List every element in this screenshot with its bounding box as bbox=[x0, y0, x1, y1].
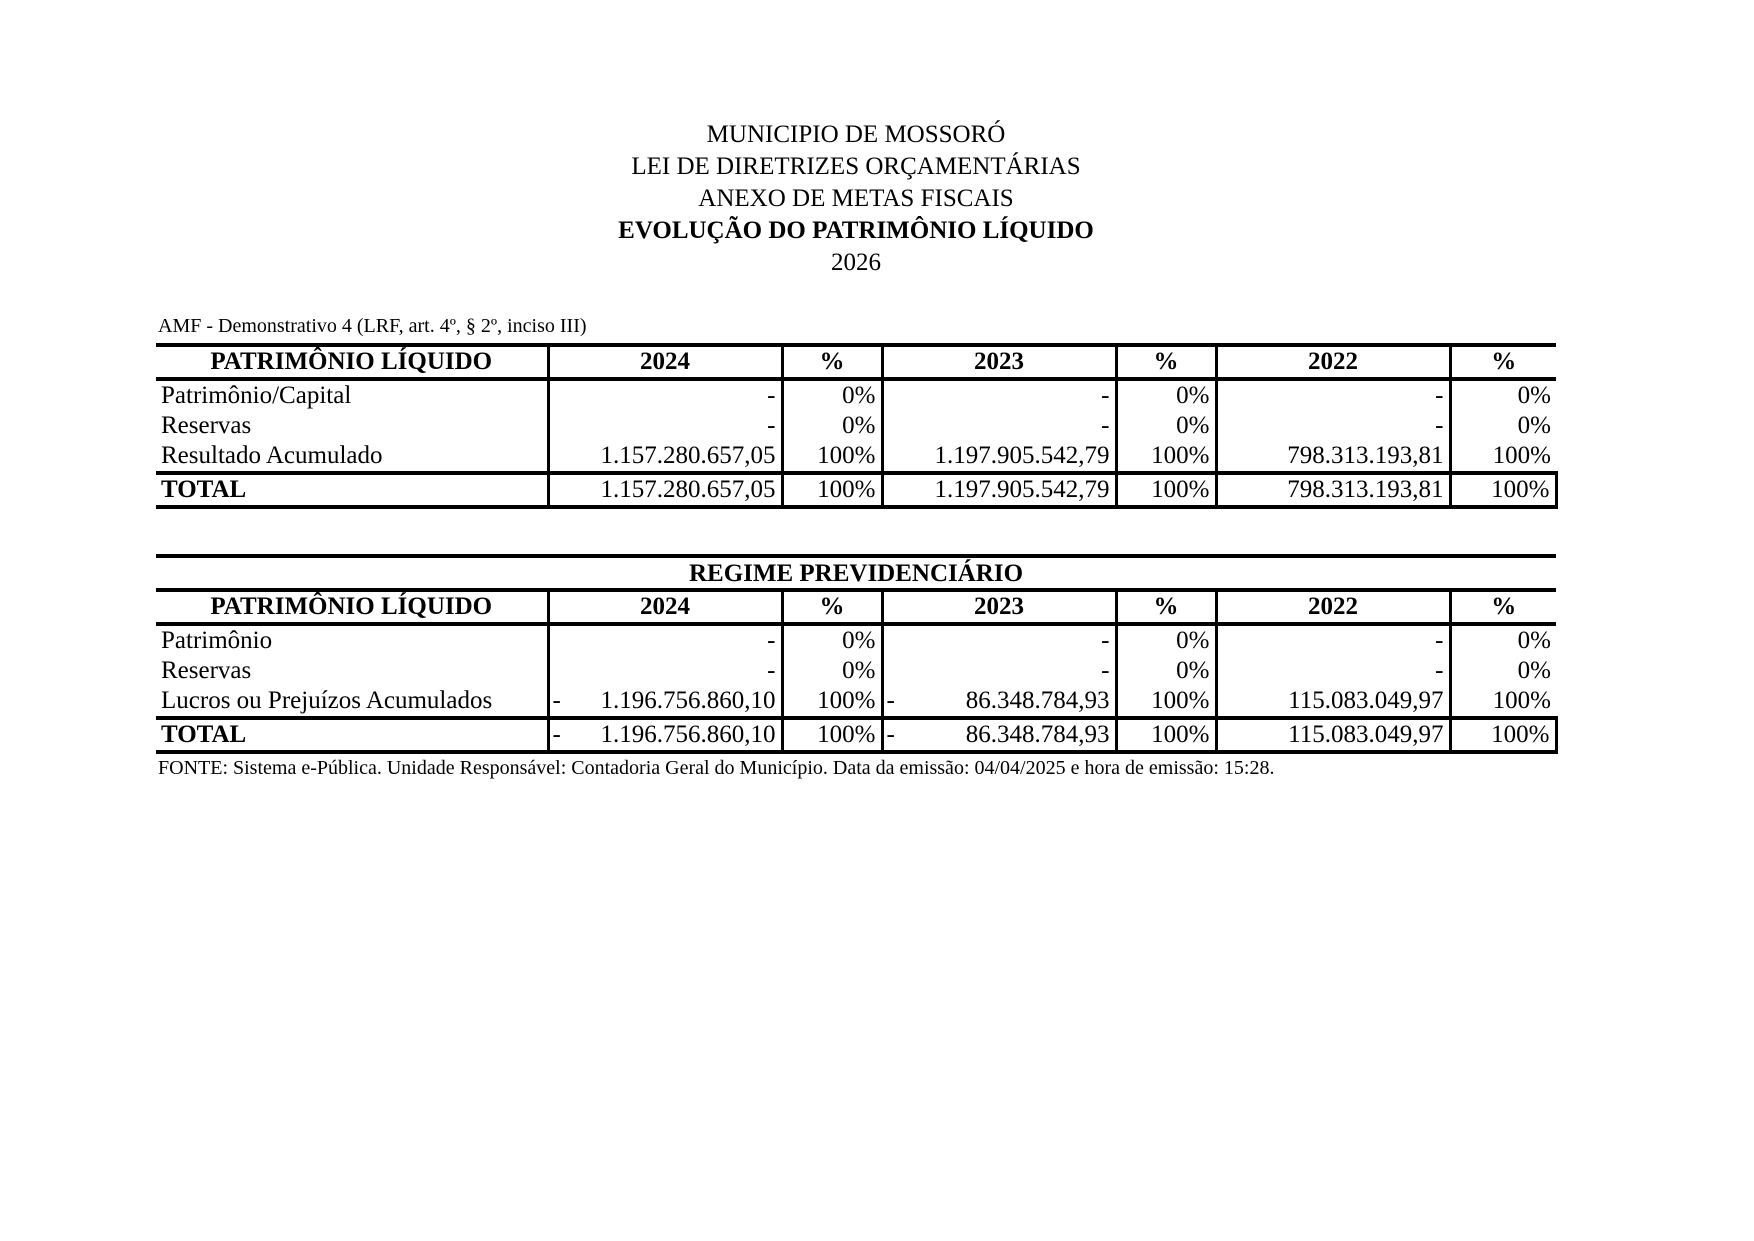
table-row bbox=[156, 656, 1556, 686]
percent-2023: 0% bbox=[1116, 656, 1216, 686]
document-title: EVOLUÇÃO DO PATRIMÔNIO LÍQUIDO bbox=[618, 217, 1094, 244]
value-2022: - bbox=[1216, 411, 1450, 441]
percent-2023: 0% bbox=[1116, 379, 1216, 411]
percent-2024: 0% bbox=[782, 656, 882, 686]
percent-2024: 0% bbox=[782, 411, 882, 441]
total-value-2024: 1.196.756.860,10 bbox=[600, 721, 776, 748]
table-row bbox=[156, 624, 1556, 656]
value-2023: - bbox=[882, 379, 1116, 411]
percent-2022: 100% bbox=[1450, 441, 1556, 473]
value-2023: - bbox=[882, 411, 1116, 441]
value-2023-cell bbox=[882, 686, 1116, 718]
document-year: 2026 bbox=[831, 249, 881, 276]
percent-2022: 100% bbox=[1450, 686, 1556, 718]
percent-2023: 0% bbox=[1116, 624, 1216, 656]
column-header: 2022 bbox=[1216, 345, 1450, 379]
table-header-row bbox=[156, 590, 1556, 624]
value-2024: - bbox=[548, 379, 782, 411]
total-value-2022: 798.313.193,81 bbox=[1216, 473, 1450, 507]
value-2023: 86.348.784,93 bbox=[965, 687, 1110, 714]
patrimonio-liquido-table bbox=[156, 343, 1558, 509]
value-2023: 1.197.905.542,79 bbox=[882, 441, 1116, 473]
column-header: % bbox=[782, 590, 882, 624]
value-2024: - bbox=[548, 624, 782, 656]
column-header: % bbox=[1116, 590, 1216, 624]
negative-sign: - bbox=[552, 721, 561, 748]
total-row bbox=[156, 718, 1556, 752]
negative-sign: - bbox=[886, 721, 895, 748]
value-2023: - bbox=[882, 624, 1116, 656]
column-header: 2024 bbox=[548, 590, 782, 624]
total-percent-2024: 100% bbox=[782, 473, 882, 507]
total-percent-2024: 100% bbox=[782, 718, 882, 752]
table-row bbox=[156, 379, 1556, 411]
percent-2024: 100% bbox=[782, 686, 882, 718]
total-label: TOTAL bbox=[156, 473, 548, 507]
column-header: % bbox=[782, 345, 882, 379]
total-percent-2022: 100% bbox=[1450, 718, 1556, 752]
total-label: TOTAL bbox=[156, 718, 548, 752]
total-percent-2022: 100% bbox=[1450, 473, 1556, 507]
value-2024: 1.157.280.657,05 bbox=[548, 441, 782, 473]
percent-2024: 100% bbox=[782, 441, 882, 473]
total-value-2024-cell bbox=[548, 718, 782, 752]
row-label: Patrimônio bbox=[161, 627, 273, 654]
source-note: FONTE: Sistema e-Pública. Unidade Responsável: Contadoria Geral do Município. Data da emissão: 04/04/2025 e hora de emissão: 15:28. bbox=[158, 757, 1275, 779]
percent-2023: 100% bbox=[1116, 686, 1216, 718]
percent-2022: 0% bbox=[1450, 624, 1556, 656]
value-2024: 1.196.756.860,10 bbox=[600, 687, 776, 714]
percent-2022: 0% bbox=[1450, 656, 1556, 686]
municipality-name: MUNICIPIO DE MOSSORÓ bbox=[706, 121, 1006, 148]
percent-2022: 0% bbox=[1450, 379, 1556, 411]
row-label: Reservas bbox=[161, 412, 252, 439]
total-value-2023: 1.197.905.542,79 bbox=[882, 473, 1116, 507]
column-header: PATRIMÔNIO LÍQUIDO bbox=[156, 590, 548, 624]
annex-name: ANEXO DE METAS FISCAIS bbox=[698, 185, 1014, 212]
total-row bbox=[156, 473, 1556, 507]
column-header: % bbox=[1450, 590, 1556, 624]
column-header: 2022 bbox=[1216, 590, 1450, 624]
table-row bbox=[156, 686, 1556, 718]
row-label: Reservas bbox=[161, 657, 252, 684]
regime-previdenciario-title: REGIME PREVIDENCIÁRIO bbox=[156, 554, 1556, 592]
column-header: 2023 bbox=[882, 345, 1116, 379]
document-header bbox=[0, 119, 1712, 279]
percent-2023: 100% bbox=[1116, 441, 1216, 473]
value-2024: - bbox=[548, 411, 782, 441]
row-label: Patrimônio/Capital bbox=[161, 382, 352, 409]
percent-2023: 0% bbox=[1116, 411, 1216, 441]
demonstrativo-caption: AMF - Demonstrativo 4 (LRF, art. 4º, § 2º, inciso III) bbox=[158, 315, 587, 337]
value-2022: - bbox=[1216, 656, 1450, 686]
percent-2022: 0% bbox=[1450, 411, 1556, 441]
negative-sign: - bbox=[886, 687, 895, 714]
percent-2024: 0% bbox=[782, 624, 882, 656]
value-2024-cell bbox=[548, 686, 782, 718]
column-header: % bbox=[1116, 345, 1216, 379]
percent-2024: 0% bbox=[782, 379, 882, 411]
total-value-2024: 1.157.280.657,05 bbox=[548, 473, 782, 507]
value-2023: - bbox=[882, 656, 1116, 686]
value-2022: - bbox=[1216, 379, 1450, 411]
column-header: PATRIMÔNIO LÍQUIDO bbox=[156, 345, 548, 379]
law-name: LEI DE DIRETRIZES ORÇAMENTÁRIAS bbox=[631, 153, 1081, 180]
row-label: Resultado Acumulado bbox=[161, 442, 383, 469]
column-header: % bbox=[1450, 345, 1556, 379]
total-value-2022: 115.083.049,97 bbox=[1216, 718, 1450, 752]
negative-sign: - bbox=[552, 687, 561, 714]
row-label: Lucros ou Prejuízos Acumulados bbox=[161, 687, 493, 714]
table-header-row bbox=[156, 345, 1556, 379]
table-row bbox=[156, 411, 1556, 441]
value-2022: - bbox=[1216, 624, 1450, 656]
total-value-2023: 86.348.784,93 bbox=[965, 721, 1110, 748]
column-header: 2024 bbox=[548, 345, 782, 379]
regime-previdenciario-table bbox=[156, 588, 1558, 754]
table-row bbox=[156, 441, 1556, 473]
value-2022: 798.313.193,81 bbox=[1216, 441, 1450, 473]
total-percent-2023: 100% bbox=[1116, 473, 1216, 507]
value-2022: 115.083.049,97 bbox=[1216, 686, 1450, 718]
total-value-2023-cell bbox=[882, 718, 1116, 752]
column-header: 2023 bbox=[882, 590, 1116, 624]
value-2024: - bbox=[548, 656, 782, 686]
total-percent-2023: 100% bbox=[1116, 718, 1216, 752]
